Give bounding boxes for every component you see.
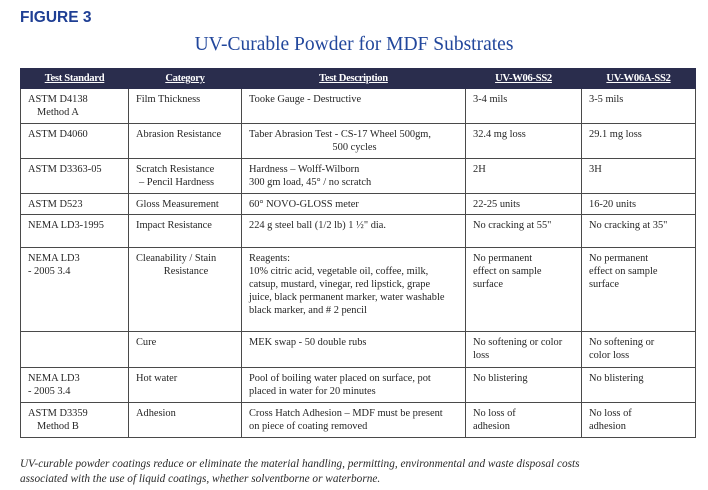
- cell-description: [242, 368, 466, 403]
- cell-line: Taber Abrasion Test - CS-17 Wheel 500gm,: [249, 129, 431, 140]
- header-test-description: Test Description: [242, 69, 466, 89]
- cell-line: 300 gm load, 45° / no scratch: [249, 177, 372, 188]
- cell-line: 500 cycles: [332, 142, 377, 153]
- cell-line: 32.4 mg loss: [473, 129, 526, 140]
- cell-line: adhesion: [589, 421, 626, 432]
- cell-line: Abrasion Resistance: [136, 129, 222, 140]
- cell-line: MEK swap - 50 double rubs: [249, 337, 367, 348]
- caption-line: associated with the use of liquid coatings, whether solventborne or waterborne.: [20, 473, 381, 485]
- cell-uv-w06a-ss2: [582, 332, 696, 368]
- cell-category: [129, 124, 242, 159]
- cell-uv-w06a-ss2: [582, 89, 696, 124]
- cell-uv-w06-ss2: [466, 248, 582, 332]
- cell-line: Hot water: [136, 373, 178, 384]
- cell-description: [242, 332, 466, 368]
- cell-category: [129, 403, 242, 438]
- cell-line: No permanent: [473, 253, 533, 264]
- cell-uv-w06-ss2: [466, 124, 582, 159]
- cell-uv-w06-ss2: [466, 215, 582, 248]
- cell-uv-w06a-ss2: [582, 159, 696, 194]
- cell-uv-w06a-ss2: [582, 194, 696, 215]
- cell-line: NEMA LD3: [28, 373, 80, 384]
- cell-category: [129, 248, 242, 332]
- cell-line: 10% citric acid, vegetable oil, coffee, milk,: [249, 266, 429, 277]
- cell-line: effect on sample: [473, 266, 542, 277]
- cell-standard: [21, 215, 129, 248]
- cell-uv-w06-ss2: [466, 403, 582, 438]
- cell-standard: [21, 248, 129, 332]
- table-row: [21, 332, 696, 368]
- cell-line: Method A: [37, 107, 79, 118]
- cell-line: No permanent: [589, 253, 649, 264]
- cell-line: No cracking at 55": [473, 220, 552, 231]
- cell-line: ASTM D3359: [28, 408, 88, 419]
- cell-line: Tooke Gauge - Destructive: [249, 94, 362, 105]
- cell-line: 60° NOVO-GLOSS meter: [249, 199, 359, 210]
- cell-line: ASTM D4060: [28, 129, 88, 140]
- cell-line: surface: [473, 279, 503, 290]
- cell-line: 2H: [473, 164, 486, 175]
- cell-category: [129, 368, 242, 403]
- cell-line: No blistering: [473, 373, 528, 384]
- cell-line: color loss: [589, 350, 630, 361]
- table-row: [21, 124, 696, 159]
- cell-uv-w06-ss2: [466, 159, 582, 194]
- cell-standard: [21, 332, 129, 368]
- cell-description: [242, 248, 466, 332]
- cell-line: No blistering: [589, 373, 644, 384]
- cell-uv-w06-ss2: [466, 368, 582, 403]
- table-row: [21, 89, 696, 124]
- table-row: [21, 248, 696, 332]
- table-row: [21, 194, 696, 215]
- table-row: [21, 159, 696, 194]
- cell-standard: [21, 403, 129, 438]
- cell-category: [129, 215, 242, 248]
- figure-title: UV-Curable Powder for MDF Substrates: [194, 34, 514, 55]
- cell-line: black marker, and # 2 pencil: [249, 305, 367, 316]
- cell-description: [242, 159, 466, 194]
- cell-line: 16-20 units: [589, 199, 637, 210]
- figure-caption: [20, 457, 700, 487]
- cell-line: Pool of boiling water placed on surface, pot: [249, 373, 431, 384]
- cell-standard: [21, 368, 129, 403]
- cell-line: NEMA LD3: [28, 253, 80, 264]
- cell-line: Resistance: [163, 266, 209, 277]
- cell-line: - 2005 3.4: [28, 266, 71, 277]
- cell-line: adhesion: [473, 421, 510, 432]
- cell-description: [242, 215, 466, 248]
- cell-line: ASTM D523: [28, 199, 83, 210]
- cell-line: 224 g steel ball (1/2 lb) 1 ½" dia.: [249, 220, 386, 231]
- cell-line: juice, black permanent marker, water washable: [249, 292, 445, 303]
- cell-line: 3-5 mils: [589, 94, 624, 105]
- cell-line: No cracking at 35": [589, 220, 668, 231]
- cell-line: effect on sample: [589, 266, 658, 277]
- cell-description: [242, 89, 466, 124]
- cell-line: Cure: [136, 337, 157, 348]
- cell-line: Hardness – Wolff-Wilborn: [249, 164, 360, 175]
- cell-line: Method B: [37, 421, 79, 432]
- cell-line: - 2005 3.4: [28, 386, 71, 397]
- cell-line: Film Thickness: [136, 94, 201, 105]
- header-uv-w06-ss2: UV-W06-SS2: [466, 69, 582, 89]
- cell-description: [242, 124, 466, 159]
- test-results-table: [20, 68, 696, 438]
- cell-line: NEMA LD3-1995: [28, 220, 104, 231]
- cell-uv-w06-ss2: [466, 332, 582, 368]
- cell-uv-w06-ss2: [466, 194, 582, 215]
- cell-category: [129, 159, 242, 194]
- caption-line: UV-curable powder coatings reduce or eliminate the material handling, permitting, environmental and waste disposal costs: [20, 458, 580, 470]
- cell-line: Adhesion: [136, 408, 176, 419]
- cell-line: 3H: [589, 164, 602, 175]
- table-header-row: [21, 69, 696, 89]
- cell-line: 22-25 units: [473, 199, 521, 210]
- cell-line: No softening or color: [473, 337, 563, 348]
- cell-standard: [21, 89, 129, 124]
- cell-category: [129, 332, 242, 368]
- cell-line: Gloss Measurement: [136, 199, 219, 210]
- cell-line: No loss of: [589, 408, 632, 419]
- cell-uv-w06a-ss2: [582, 403, 696, 438]
- cell-uv-w06a-ss2: [582, 215, 696, 248]
- cell-line: ASTM D3363-05: [28, 164, 102, 175]
- cell-uv-w06-ss2: [466, 89, 582, 124]
- cell-category: [129, 89, 242, 124]
- cell-standard: [21, 159, 129, 194]
- table-row: [21, 403, 696, 438]
- cell-line: Impact Resistance: [136, 220, 212, 231]
- cell-standard: [21, 124, 129, 159]
- cell-uv-w06a-ss2: [582, 248, 696, 332]
- header-category: Category: [129, 69, 242, 89]
- cell-category: [129, 194, 242, 215]
- cell-description: [242, 194, 466, 215]
- cell-line: No softening or: [589, 337, 655, 348]
- cell-uv-w06a-ss2: [582, 368, 696, 403]
- cell-line: Cleanability / Stain: [136, 253, 217, 264]
- cell-line: placed in water for 20 minutes: [249, 386, 376, 397]
- cell-line: catsup, mustard, vinegar, red lipstick, grape: [249, 279, 431, 290]
- table-row: [21, 215, 696, 248]
- cell-description: [242, 403, 466, 438]
- cell-line: Reagents:: [249, 253, 290, 264]
- cell-line: loss: [473, 350, 490, 361]
- cell-line: 3-4 mils: [473, 94, 508, 105]
- cell-line: No loss of: [473, 408, 516, 419]
- table-row: [21, 368, 696, 403]
- cell-standard: [21, 194, 129, 215]
- header-uv-w06a-ss2: UV-W06A-SS2: [582, 69, 696, 89]
- cell-line: ASTM D4138: [28, 94, 88, 105]
- cell-line: Cross Hatch Adhesion – MDF must be present: [249, 408, 443, 419]
- cell-line: – Pencil Hardness: [139, 177, 215, 188]
- cell-line: surface: [589, 279, 619, 290]
- cell-line: Scratch Resistance: [136, 164, 215, 175]
- header-test-standard: Test Standard: [21, 69, 129, 89]
- cell-line: 29.1 mg loss: [589, 129, 642, 140]
- cell-line: on piece of coating removed: [249, 421, 368, 432]
- cell-uv-w06a-ss2: [582, 124, 696, 159]
- figure-label: FIGURE 3: [20, 9, 92, 26]
